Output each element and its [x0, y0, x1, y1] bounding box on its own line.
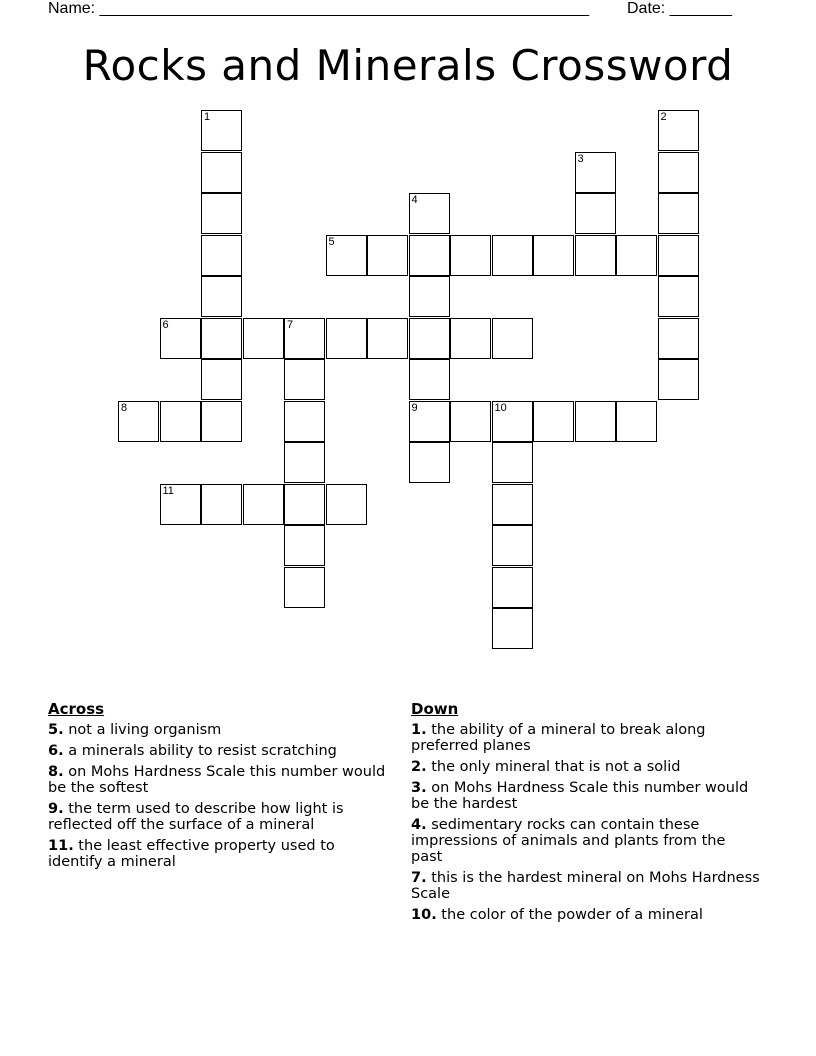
grid-cell[interactable] — [575, 235, 616, 276]
cell-number: 4 — [411, 194, 418, 206]
grid-cell[interactable] — [284, 525, 325, 566]
grid-cell[interactable] — [492, 525, 533, 566]
grid-cell[interactable] — [409, 401, 450, 442]
grid-cell[interactable] — [492, 567, 533, 608]
grid-cell[interactable] — [201, 110, 242, 151]
grid-cell[interactable] — [326, 318, 367, 359]
grid-cell[interactable] — [284, 442, 325, 483]
page-title: Rocks and Minerals Crossword — [82, 41, 734, 90]
grid-cell[interactable] — [658, 193, 699, 234]
grid-cell[interactable] — [658, 359, 699, 400]
grid-cell[interactable] — [409, 318, 450, 359]
grid-cell[interactable] — [409, 276, 450, 317]
cell-number: 8 — [121, 401, 128, 414]
grid-cell[interactable] — [326, 484, 367, 525]
grid-cell[interactable] — [492, 442, 533, 483]
grid-cell[interactable] — [575, 401, 616, 442]
clue-down-10: 10. the color of the powder of a mineral — [411, 907, 703, 923]
grid-cell[interactable] — [201, 318, 242, 359]
cell-number: 2 — [660, 111, 667, 123]
clue-across-6: 6. a minerals ability to resist scratching — [48, 743, 337, 759]
cell-number: 5 — [328, 235, 335, 248]
grid-cell[interactable] — [284, 484, 325, 525]
clue-across-8: 8. on Mohs Hardness Scale this number would be the softest — [48, 764, 386, 796]
cell-number: 11 — [162, 484, 174, 497]
across-clues — [48, 700, 388, 875]
cell-number: 10 — [494, 401, 507, 414]
grid-cell[interactable] — [201, 235, 242, 276]
grid-cell[interactable] — [409, 359, 450, 400]
cell-number: 3 — [577, 152, 584, 165]
grid-cell[interactable] — [658, 152, 699, 193]
grid-cell[interactable] — [492, 401, 533, 442]
grid-cell[interactable] — [284, 401, 325, 442]
clue-across-9: 9. the term used to describe how light is reflected off the surface of a mineral — [48, 801, 344, 833]
down-clues — [411, 700, 761, 928]
across-heading: Across — [48, 700, 105, 718]
grid-cell[interactable] — [658, 276, 699, 317]
grid-cell[interactable] — [284, 567, 325, 608]
grid-cell[interactable] — [409, 235, 450, 276]
cell-number: 1 — [204, 111, 211, 123]
grid-cell[interactable] — [160, 401, 201, 442]
grid-cell[interactable] — [658, 235, 699, 276]
grid-cell[interactable] — [492, 484, 533, 525]
clue-down-7: 7. this is the hardest mineral on Mohs Hardness Scale — [411, 870, 760, 902]
clue-across-5: 5. not a living organism — [48, 722, 222, 738]
grid-cell[interactable] — [409, 193, 450, 234]
grid-cell[interactable] — [201, 193, 242, 234]
cell-number: 6 — [162, 318, 169, 331]
clue-across-11: 11. the least effective property used to identify a mineral — [48, 838, 335, 870]
grid-cell[interactable] — [367, 235, 408, 276]
grid-cell[interactable] — [450, 318, 491, 359]
grid-cell[interactable] — [201, 152, 242, 193]
clue-down-1: 1. the ability of a mineral to break along preferred planes — [411, 722, 706, 754]
grid-cell[interactable] — [243, 318, 284, 359]
grid-cell[interactable] — [201, 359, 242, 400]
grid-cell[interactable] — [658, 318, 699, 359]
grid-cell[interactable] — [533, 235, 574, 276]
grid-cell[interactable] — [367, 318, 408, 359]
grid-cell[interactable] — [201, 401, 242, 442]
clue-down-3: 3. on Mohs Hardness Scale this number would be the hardest — [411, 780, 749, 812]
grid-cell[interactable] — [160, 484, 201, 525]
grid-cell[interactable] — [492, 318, 533, 359]
name-field-label: Name: _______________________________________________________ — [48, 0, 589, 17]
cell-number: 7 — [287, 318, 294, 331]
date-field-label: Date: _______ — [627, 0, 732, 17]
down-heading: Down — [411, 700, 459, 718]
grid-cell[interactable] — [658, 110, 699, 151]
grid-cell[interactable] — [160, 318, 201, 359]
grid-cell[interactable] — [450, 235, 491, 276]
grid-cell[interactable] — [201, 484, 242, 525]
grid-cell[interactable] — [326, 235, 367, 276]
grid-cell[interactable] — [492, 608, 533, 649]
clue-down-2: 2. the only mineral that is not a solid — [411, 759, 681, 775]
grid-cell[interactable] — [616, 401, 657, 442]
grid-cell[interactable] — [492, 235, 533, 276]
grid-cell[interactable] — [118, 401, 159, 442]
grid-cell[interactable] — [575, 193, 616, 234]
grid-cell[interactable] — [450, 401, 491, 442]
grid-cell[interactable] — [284, 318, 325, 359]
grid-cell[interactable] — [201, 276, 242, 317]
clue-down-4: 4. sedimentary rocks can contain these impressions of animals and plants from the past — [411, 817, 726, 865]
grid-cell[interactable] — [284, 359, 325, 400]
grid-cell[interactable] — [533, 401, 574, 442]
cell-number: 9 — [411, 401, 418, 414]
grid-cell[interactable] — [616, 235, 657, 276]
grid-cell[interactable] — [409, 442, 450, 483]
grid-cell[interactable] — [575, 152, 616, 193]
grid-cell[interactable] — [243, 484, 284, 525]
